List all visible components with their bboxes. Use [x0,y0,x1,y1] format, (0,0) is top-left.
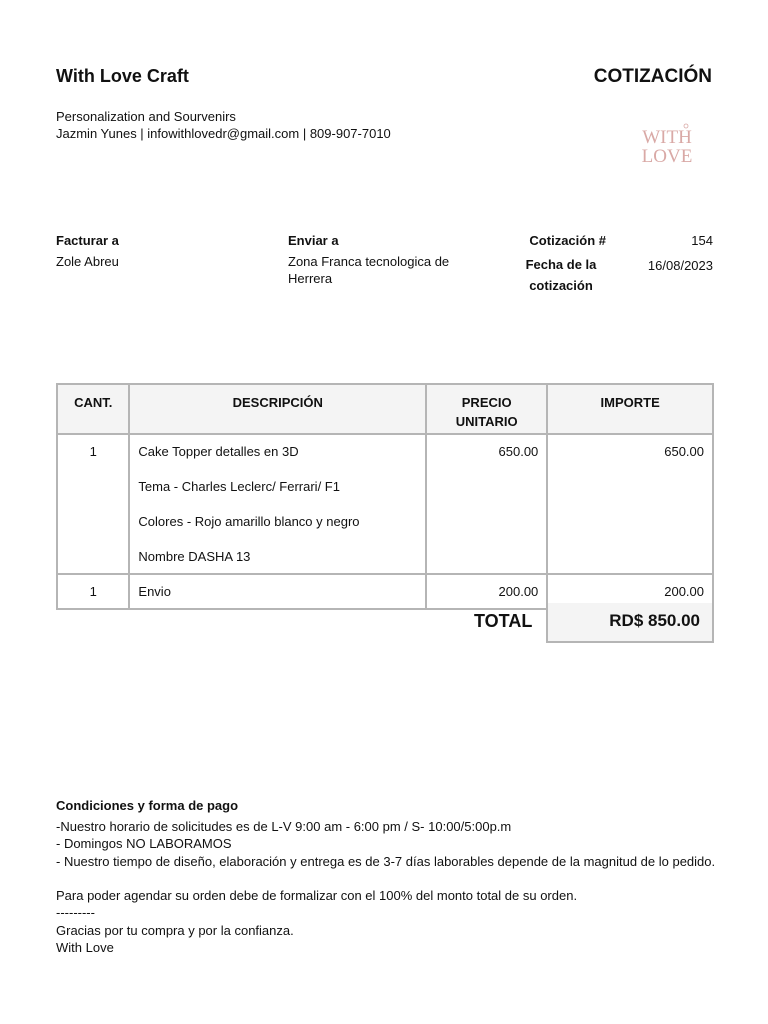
table-row [57,434,713,574]
row-unit-price: 200.00 [426,574,547,609]
quote-date-label: Fecha de la cotización [525,257,597,293]
row-qty: 1 [57,434,129,574]
header-description: DESCRIPCIÓN [129,384,426,434]
company-contact: Jazmin Yunes | infowithlovedr@gmail.com | 809-907-7010 [56,126,391,141]
quote-date: 16/08/2023 [647,258,713,273]
header-unit-price [426,384,547,434]
quote-number: 154 [691,233,713,248]
terms-line: Gracias por tu compra y por la confianza. [56,922,294,938]
bill-to-label: Facturar a [56,233,119,248]
description-line: Nombre DASHA 13 [138,549,251,564]
logo-text-with: WITH [642,127,692,148]
document-title: COTIZACIÓN [593,66,712,87]
description-line: Colores - Rojo amarillo blanco y negro [138,514,360,529]
quote-number-label: Cotización # [529,233,606,248]
logo-text-love: LOVE [641,146,693,167]
terms-line: Para poder agendar su orden debe de formalizar con el 100% del monto total de su orden. [56,888,578,904]
row-amount: 200.00 [547,574,713,609]
ship-to-address: Zona Franca tecnologica de Herrera [288,254,450,286]
terms-line: With Love [56,940,114,956]
company-name: With Love Craft [56,66,189,86]
with-love-logo [636,122,698,168]
header-amount: IMPORTE [547,384,713,434]
ship-to-label: Enviar a [288,233,339,248]
terms-line: - Nuestro tiempo de diseño, elaboración y entrega es de 3-7 días laborables depende de la magnitud de lo pedido. [56,853,716,869]
row-qty: 1 [57,574,129,609]
row-description [129,574,426,609]
terms-line: --------- [56,905,95,921]
company-tagline: Personalization and Sourvenirs [56,109,236,124]
terms-line: -Nuestro horario de solicitudes es de L-V 9:00 am - 6:00 pm / S- 10:00/5:00p.m [56,819,512,834]
bill-to-name: Zole Abreu [56,254,119,269]
description-line: Tema - Charles Leclerc/ Ferrari/ F1 [138,479,340,494]
terms-line [56,870,736,887]
row-unit-price: 650.00 [426,434,547,574]
table-header-row [57,384,713,434]
total-value: RD$ 850.00 [546,603,714,643]
terms-title: Condiciones y forma de pago [56,798,239,813]
terms-line: - Domingos NO LABORAMOS [56,836,232,852]
description-line: Cake Topper detalles en 3D [138,444,299,459]
terms-body [56,818,736,956]
line-items-table [56,383,714,610]
row-description [129,434,426,574]
header-qty: CANT. [57,384,129,434]
description-line: Envio [138,584,171,599]
row-amount: 650.00 [547,434,713,574]
total-label: TOTAL [474,611,533,631]
header-unit-price-text: PRECIO UNITARIO [455,395,518,429]
